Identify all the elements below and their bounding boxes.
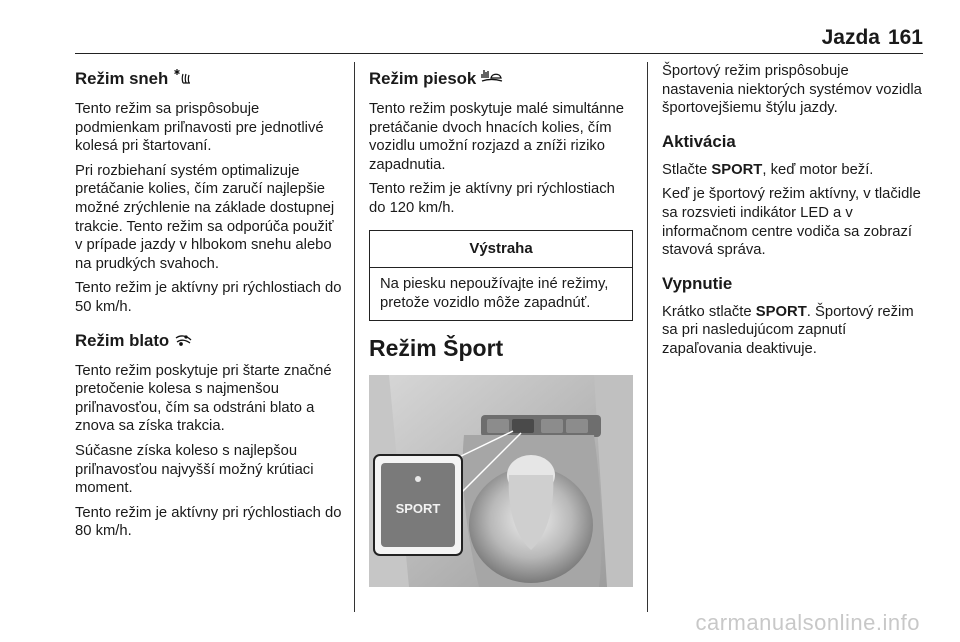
photo-sport-label: SPORT: [395, 501, 441, 517]
mud-mode-heading: Režim blato: [75, 331, 345, 353]
sand-icon: [481, 68, 503, 91]
mud-paragraph-1: Tento režim poskytuje pri štarte značné pretočenie kolesa s najmenšou priľnavosťou, čím sa odstráni blato a znova sa získa trakcia.: [75, 362, 332, 435]
watermark: carmanualsonline.info: [695, 610, 920, 635]
mud-paragraph-3: Tento režim je aktívny pri rýchlostiach do 80 km/h.: [75, 504, 342, 540]
header-rule: [75, 53, 923, 54]
activation-paragraph-1: Stlačte SPORT, keď motor beží.: [662, 161, 874, 178]
snow-mode-heading: Režim sneh: [75, 68, 345, 91]
activation-heading: Aktivácia: [662, 131, 736, 151]
activation-paragraph-2: Keď je športový režim aktívny, v tlačidle sa rozsvieti indikátor LED a v informačnom centre vodiča sa zobrazí stavová správa.: [662, 186, 921, 259]
column-divider-1: [354, 62, 355, 612]
mud-paragraph-2: Súčasne získa koleso s najlepšou priľnavosťou najvyšší možný krútiaci moment.: [75, 442, 314, 497]
deactivation-paragraph: Krátko stlačte SPORT. Športový režim sa pri nasledujúcom zapnutí zapaľovania deaktivuje.: [662, 303, 914, 357]
column-1: [75, 62, 345, 547]
warning-text: Na piesku nepoužívajte iné režimy, pretože vozidlo môže zapadnúť.: [380, 276, 609, 311]
snow-paragraph-3: Tento režim je aktívny pri rýchlostiach do 50 km/h.: [75, 280, 342, 315]
snow-paragraph-1: Tento režim sa prispôsobuje podmienkam priľnavosti pre jednotlivé kolesá pri štartovaní.: [75, 101, 324, 155]
sand-paragraph-2: Tento režim je aktívny pri rýchlostiach do 120 km/h.: [369, 181, 615, 216]
page-header: [0, 26, 960, 54]
chapter-title: Jazda: [821, 26, 880, 49]
deactivation-heading: Vypnutie: [662, 273, 733, 293]
sport-button-photo: [369, 375, 633, 587]
snowflake-icon: [173, 68, 195, 91]
page-number: 161: [887, 26, 923, 49]
column-3: [662, 62, 924, 365]
column-divider-2: [647, 62, 648, 612]
sport-mode-heading: Režim Šport: [369, 335, 504, 362]
sport-intro: Športový režim prispôsobuje nastavenia niektorých systémov vozidla športovejšiemu štýlu jazdy.: [662, 63, 922, 117]
warning-title: Výstraha: [370, 231, 632, 269]
mud-icon: [174, 332, 194, 353]
sand-paragraph-1: Tento režim poskytuje malé simultánne pretáčanie dvoch hnacích kolies, čím vozidlu umožní rozjazd a zníži riziko zapadnutia.: [369, 101, 624, 173]
snow-paragraph-2: Pri rozbiehaní systém optimalizuje pretáčanie kolies, čím zaručí najlepšie možné zrýchlenie na základe dostupnej trakcie. Tento režim sa odporúča použiť v prípade jazdy v hlbokom snehu alebo na prudkých svahoch.: [75, 162, 335, 272]
sand-mode-heading: Režim piesok: [369, 68, 633, 91]
warning-box: [369, 230, 633, 322]
column-2: [369, 62, 633, 587]
